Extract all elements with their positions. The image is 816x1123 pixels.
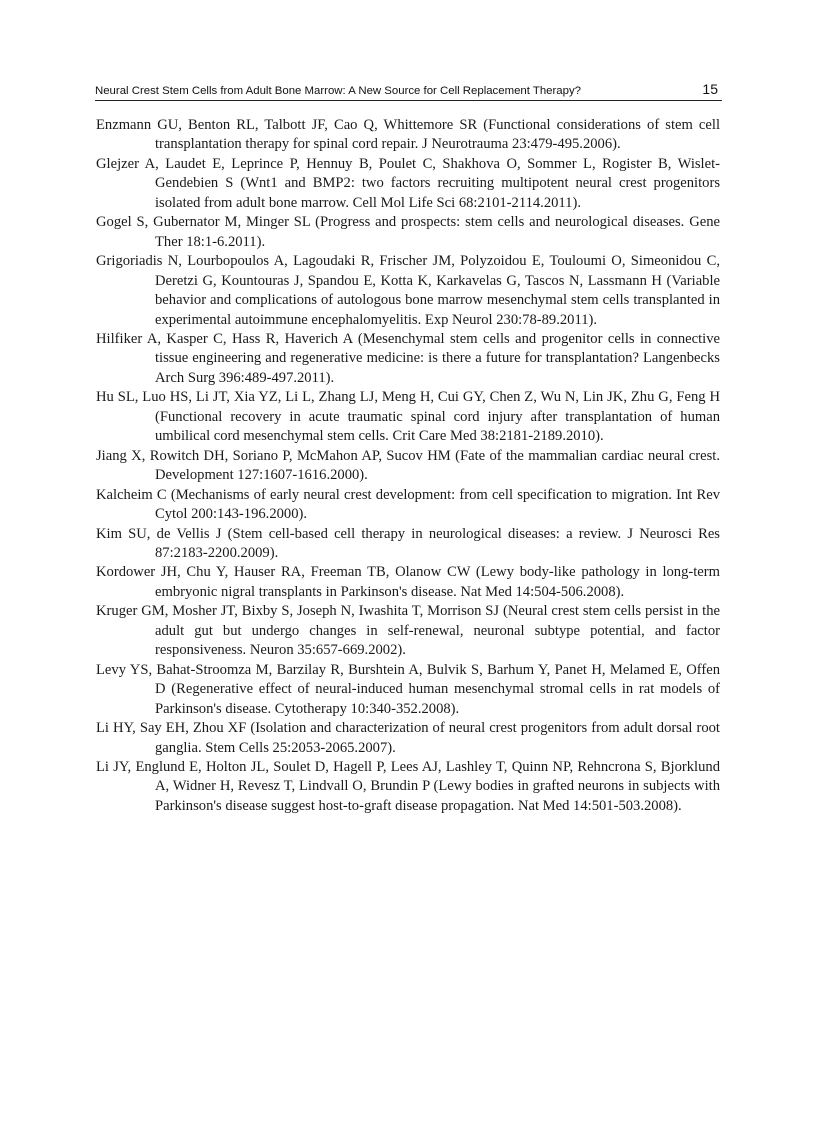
running-header	[95, 80, 722, 101]
reference-item: Kordower JH, Chu Y, Hauser RA, Freeman TB, Olanow CW (Lewy body-like pathology in long-term embryonic nigral transplants in Parkinson's disease. Nat Med 14:504-506.2008).	[96, 564, 720, 600]
reference-list	[96, 116, 720, 816]
reference-item: Levy YS, Bahat-Stroomza M, Barzilay R, Burshtein A, Bulvik S, Barhum Y, Panet H, Melamed E, Offen D (Regenerative effect of neural-induced human mesenchymal stromal cells in rat models of Parkinson's disease. Cytotherapy 10:340-352.2008).	[96, 661, 720, 717]
reference-item: Hilfiker A, Kasper C, Hass R, Haverich A (Mesenchymal stem cells and progenitor cells in connective tissue engineering and regenerative medicine: is there a future for transplantation? Langenbecks Arch Surg 396:489-497.2011).	[96, 330, 720, 386]
reference-item: Grigoriadis N, Lourbopoulos A, Lagoudaki R, Frischer JM, Polyzoidou E, Touloumi O, Simeonidou C, Deretzi G, Kountouras J, Spandou E, Kotta K, Karkavelas G, Tascos N, Lassmann H (Variable behavior and complications of autologous bone marrow mesenchymal stem cells transplanted in experimental autoimmune encephalomyelitis. Exp Neurol 230:78-89.2011).	[96, 253, 720, 328]
reference-item: Li JY, Englund E, Holton JL, Soulet D, Hagell P, Lees AJ, Lashley T, Quinn NP, Rehncrona S, Bjorklund A, Widner H, Revesz T, Lindvall O, Brundin P (Lewy bodies in grafted neurons in subjects with Parkinson's disease suggest host-to-graft disease propagation. Nat Med 14:501-503.2008).	[96, 758, 720, 814]
reference-item: Enzmann GU, Benton RL, Talbott JF, Cao Q, Whittemore SR (Functional considerations of stem cell transplantation therapy for spinal cord repair. J Neurotrauma 23:479-495.2006).	[96, 117, 720, 153]
page-number: 15	[702, 81, 718, 97]
reference-item: Kruger GM, Mosher JT, Bixby S, Joseph N, Iwashita T, Morrison SJ (Neural crest stem cells persist in the adult gut but undergo changes in self-renewal, neuronal subtype potential, and factor responsiveness. Neuron 35:657-669.2002).	[96, 603, 720, 659]
reference-item: Hu SL, Luo HS, Li JT, Xia YZ, Li L, Zhang LJ, Meng H, Cui GY, Chen Z, Wu N, Lin JK, Zhu G, Feng H (Functional recovery in acute traumatic spinal cord injury after transplantation of human umbilical cord mesenchymal stem cells. Crit Care Med 38:2181-2189.2010).	[96, 389, 720, 445]
running-title: Neural Crest Stem Cells from Adult Bone Marrow: A New Source for Cell Replacement Therapy?	[95, 85, 581, 97]
reference-item: Jiang X, Rowitch DH, Soriano P, McMahon AP, Sucov HM (Fate of the mammalian cardiac neural crest. Development 127:1607-1616.2000).	[96, 447, 720, 484]
reference-item: Glejzer A, Laudet E, Leprince P, Hennuy B, Poulet C, Shakhova O, Sommer L, Rogister B, Wislet-Gendebien S (Wnt1 and BMP2: two factors recruiting multipotent neural crest progenitors isolated from adult bone marrow. Cell Mol Life Sci 68:2101-2114.2011).	[96, 155, 720, 211]
reference-item: Li HY, Say EH, Zhou XF (Isolation and characterization of neural crest progenitors from adult dorsal root ganglia. Stem Cells 25:2053-2065.2007).	[96, 720, 720, 756]
reference-item: Kalcheim C (Mechanisms of early neural crest development: from cell specification to migration. Int Rev Cytol 200:143-196.2000).	[96, 486, 720, 523]
reference-item: Gogel S, Gubernator M, Minger SL (Progress and prospects: stem cells and neurological diseases. Gene Ther 18:1-6.2011).	[96, 214, 720, 250]
reference-item: Kim SU, de Vellis J (Stem cell-based cell therapy in neurological diseases: a review. J Neurosci Res 87:2183-2200.2009).	[96, 525, 720, 561]
